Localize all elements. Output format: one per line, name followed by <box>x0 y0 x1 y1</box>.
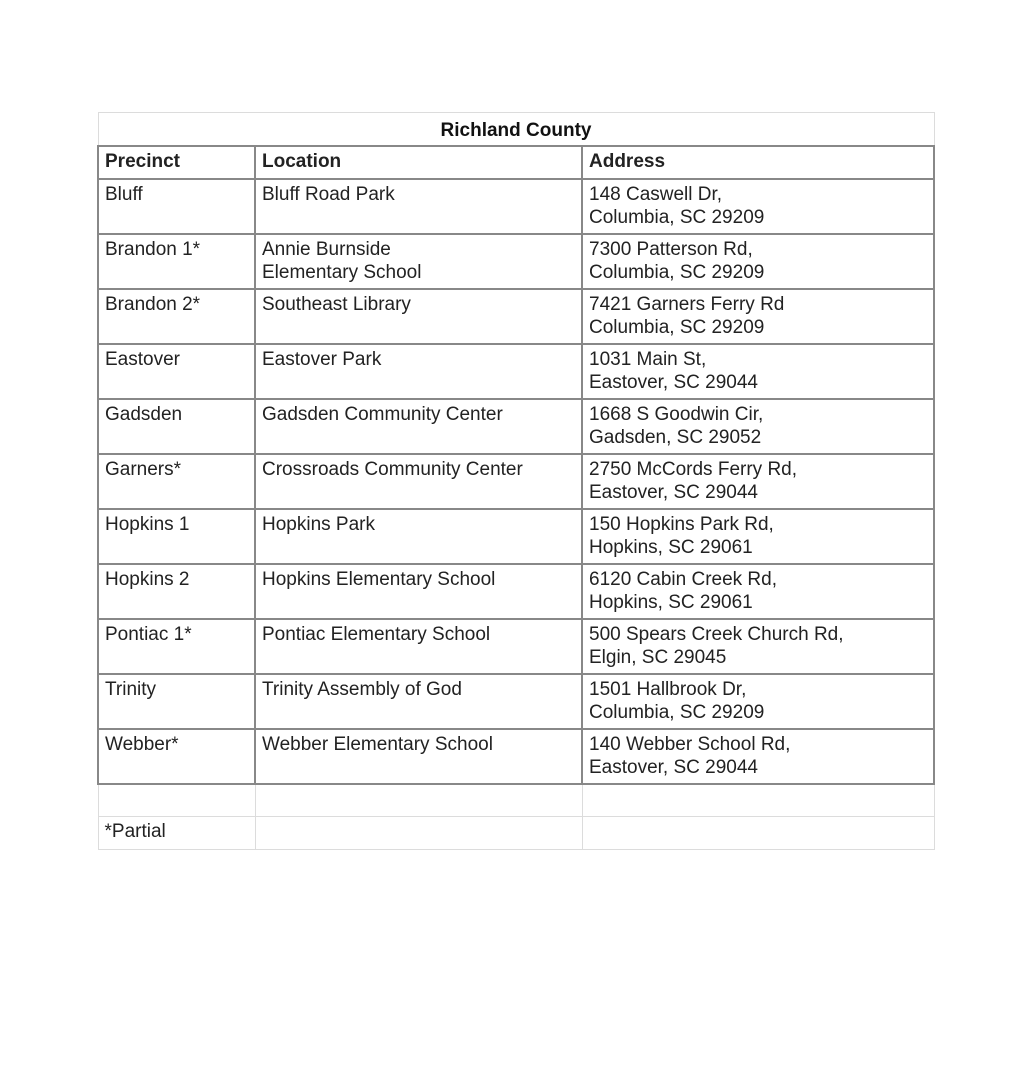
location-cell <box>255 234 582 289</box>
precinct-cell: Bluff <box>98 179 255 234</box>
address-line: Gadsden, SC 29052 <box>589 426 762 448</box>
table-row <box>98 564 934 619</box>
location-line: Bluff Road Park <box>262 183 395 205</box>
location-line: Gadsden Community Center <box>262 403 503 425</box>
address-line: 1501 Hallbrook Dr, <box>589 678 747 700</box>
address-line: 1031 Main St, <box>589 348 707 370</box>
address-line: Eastover, SC 29044 <box>589 371 758 393</box>
location-cell <box>255 729 582 784</box>
address-cell <box>582 674 934 729</box>
address-line: 7421 Garners Ferry Rd <box>589 293 785 315</box>
footnote: *Partial <box>98 817 255 850</box>
address-line: 1668 S Goodwin Cir, <box>589 403 764 425</box>
precinct-cell: Trinity <box>98 674 255 729</box>
location-cell <box>255 564 582 619</box>
table-row <box>98 509 934 564</box>
precinct-cell: Brandon 2* <box>98 289 255 344</box>
location-line: Annie Burnside <box>262 238 391 260</box>
blank-cell <box>98 784 255 817</box>
location-line: Southeast Library <box>262 293 411 315</box>
address-line: Eastover, SC 29044 <box>589 481 758 503</box>
location-line: Crossroads Community Center <box>262 458 523 480</box>
location-cell <box>255 674 582 729</box>
address-cell <box>582 179 934 234</box>
address-line: Hopkins, SC 29061 <box>589 536 753 558</box>
location-cell <box>255 399 582 454</box>
address-line: Columbia, SC 29209 <box>589 701 765 723</box>
precinct-cell: Eastover <box>98 344 255 399</box>
location-cell <box>255 454 582 509</box>
location-cell <box>255 509 582 564</box>
table-row <box>98 619 934 674</box>
address-cell <box>582 729 934 784</box>
address-line: Eastover, SC 29044 <box>589 756 758 778</box>
location-line: Webber Elementary School <box>262 733 493 755</box>
location-cell <box>255 344 582 399</box>
address-cell <box>582 509 934 564</box>
address-line: 140 Webber School Rd, <box>589 733 791 755</box>
location-line: Hopkins Elementary School <box>262 568 496 590</box>
address-line: Columbia, SC 29209 <box>589 316 765 338</box>
title-row <box>98 113 934 146</box>
location-cell <box>255 619 582 674</box>
blank-cell <box>255 784 582 817</box>
table-row <box>98 674 934 729</box>
address-line: 2750 McCords Ferry Rd, <box>589 458 798 480</box>
location-line: Hopkins Park <box>262 513 375 535</box>
precinct-table <box>97 112 935 850</box>
table-row <box>98 729 934 784</box>
precinct-cell: Hopkins 2 <box>98 564 255 619</box>
address-line: Hopkins, SC 29061 <box>589 591 753 613</box>
precinct-cell: Hopkins 1 <box>98 509 255 564</box>
table-title: Richland County <box>98 113 934 146</box>
precinct-cell: Webber* <box>98 729 255 784</box>
address-line: 7300 Patterson Rd, <box>589 238 753 260</box>
address-cell <box>582 289 934 344</box>
address-cell <box>582 454 934 509</box>
blank-cell <box>582 817 934 850</box>
table-row <box>98 234 934 289</box>
address-cell <box>582 344 934 399</box>
precinct-cell: Brandon 1* <box>98 234 255 289</box>
table-row <box>98 454 934 509</box>
address-cell <box>582 234 934 289</box>
location-cell <box>255 289 582 344</box>
address-cell <box>582 619 934 674</box>
header-precinct: Precinct <box>98 146 255 179</box>
location-line: Elementary School <box>262 261 422 283</box>
address-cell <box>582 564 934 619</box>
address-line: 148 Caswell Dr, <box>589 183 723 205</box>
precinct-cell: Garners* <box>98 454 255 509</box>
table-row <box>98 399 934 454</box>
address-line: 150 Hopkins Park Rd, <box>589 513 774 535</box>
header-address: Address <box>582 146 934 179</box>
precinct-cell: Gadsden <box>98 399 255 454</box>
header-location: Location <box>255 146 582 179</box>
blank-cell <box>582 784 934 817</box>
blank-row <box>98 784 934 817</box>
header-row <box>98 146 934 179</box>
table-row <box>98 289 934 344</box>
location-line: Trinity Assembly of God <box>262 678 462 700</box>
location-line: Eastover Park <box>262 348 382 370</box>
location-cell <box>255 179 582 234</box>
address-line: 6120 Cabin Creek Rd, <box>589 568 777 590</box>
address-line: Elgin, SC 29045 <box>589 646 727 668</box>
location-line: Pontiac Elementary School <box>262 623 491 645</box>
address-line: Columbia, SC 29209 <box>589 261 765 283</box>
address-cell <box>582 399 934 454</box>
address-line: Columbia, SC 29209 <box>589 206 765 228</box>
table-row <box>98 179 934 234</box>
precinct-cell: Pontiac 1* <box>98 619 255 674</box>
footnote-row <box>98 817 934 850</box>
blank-cell <box>255 817 582 850</box>
address-line: 500 Spears Creek Church Rd, <box>589 623 844 645</box>
table-row <box>98 344 934 399</box>
